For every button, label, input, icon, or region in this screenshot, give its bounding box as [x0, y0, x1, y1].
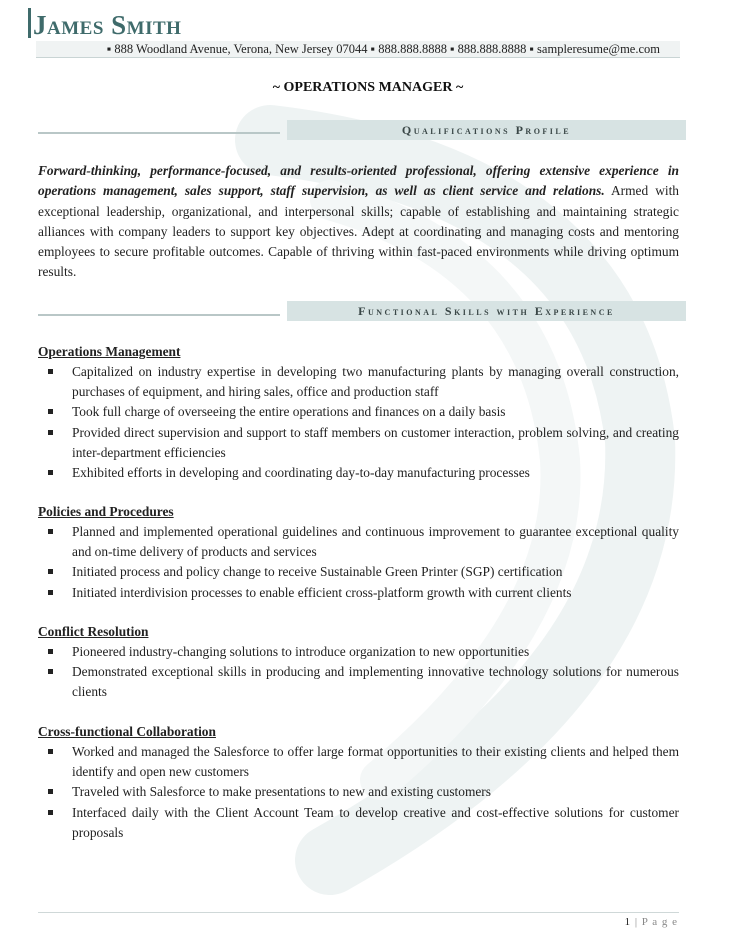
- bullet-icon: [48, 470, 53, 475]
- skill-item-text: Exhibited efforts in developing and coordinating day-to-day manufacturing processes: [72, 465, 530, 481]
- skill-item-text: Took full charge of overseeing the entire operations and finances on a daily basis: [72, 404, 506, 420]
- page-number: 1: [624, 916, 632, 928]
- skill-item-text: Initiated interdivision processes to enable efficient cross-platform growth with current clients: [72, 584, 572, 600]
- skill-heading: Policies and Procedures: [38, 504, 174, 519]
- section-title-skills: Functional Skills with Experience: [287, 301, 686, 321]
- bullet-icon: [48, 569, 53, 574]
- skill-item: [38, 562, 679, 582]
- skill-list: [38, 742, 679, 843]
- qualifications-profile: [38, 161, 679, 283]
- page-label: | P a g e: [631, 916, 678, 928]
- skill-group-policies: [38, 502, 679, 603]
- skill-item: [38, 642, 679, 662]
- skill-item: [38, 463, 679, 483]
- skill-item-text: Initiated process and policy change to receive Sustainable Green Printer (SGP) certification: [72, 564, 563, 580]
- section-divider-line: [38, 314, 280, 316]
- bullet-icon: [48, 369, 53, 374]
- bullet-icon: [48, 430, 53, 435]
- skill-heading: Operations Management: [38, 344, 181, 359]
- objective-title: ~ OPERATIONS MANAGER ~: [272, 80, 464, 95]
- skill-item-text: Planned and implemented operational guidelines and continuous improvement to guarantee exceptional quality and on-time delivery of products and services: [72, 524, 679, 560]
- skill-item-text: Traveled with Salesforce to make presentations to new and existing customers: [72, 784, 491, 800]
- candidate-name: James Smith: [33, 10, 182, 40]
- bullet-icon: [48, 789, 53, 794]
- skill-item-text: Interfaced daily with the Client Account Team to develop creative and cost-effective solutions for customer proposals: [72, 804, 679, 840]
- skill-item-text: Worked and managed the Salesforce to offer large format opportunities to their existing clients and helped them identify and open new customers: [72, 744, 679, 780]
- footer-divider: [38, 912, 679, 913]
- section-title-qualifications: Qualifications Profile: [287, 120, 686, 140]
- bullet-icon: [48, 810, 53, 815]
- skill-item: [38, 423, 679, 463]
- skill-item: [38, 522, 679, 562]
- bullet-icon: [48, 590, 53, 595]
- section-divider-line: [38, 132, 280, 134]
- bullet-icon: [48, 529, 53, 534]
- skill-item: [38, 362, 679, 402]
- skill-heading: Cross-functional Collaboration: [38, 724, 216, 739]
- skill-group-operations: [38, 342, 679, 483]
- profile-lead: Forward-thinking, performance-focused, and results-oriented professional, offering extensive experience in operations management, sales support, staff supervision, as well as client service and relations.: [38, 163, 679, 199]
- skill-list: [38, 362, 679, 483]
- bullet-icon: [48, 649, 53, 654]
- skill-item: [38, 803, 679, 843]
- bullet-icon: [48, 749, 53, 754]
- skill-item-text: Capitalized on industry expertise in developing two manufacturing plants by managing overall construction, purchases of equipment, and hiring sales, office and production staff: [72, 364, 679, 400]
- skill-item: [38, 662, 679, 702]
- skill-list: [38, 642, 679, 703]
- name-accent-bar: [28, 8, 31, 38]
- skill-item-text: Provided direct supervision and support to staff members on customer interaction, problem solving, and creating inter-department efficiencies: [72, 424, 679, 460]
- contact-info: ▪ 888 Woodland Avenue, Verona, New Jersey 07044 ▪ 888.888.8888 ▪ 888.888.8888 ▪ sampleresume@me.com: [36, 41, 680, 58]
- bullet-icon: [48, 669, 53, 674]
- skill-item-text: Pioneered industry-changing solutions to introduce organization to new opportunities: [72, 644, 530, 659]
- skill-item-text: Demonstrated exceptional skills in producing and implementing innovative technology solutions for numerous clients: [72, 664, 679, 700]
- page-footer: [625, 916, 678, 928]
- skill-group-conflict: [38, 622, 679, 703]
- skill-heading: Conflict Resolution: [38, 624, 149, 639]
- bullet-icon: [48, 409, 53, 414]
- skill-item: [38, 742, 679, 782]
- skill-list: [38, 522, 679, 603]
- skill-item: [38, 583, 679, 603]
- profile-body: Armed with exceptional leadership, organizational, and interpersonal skills; capable of establishing and maintaining strategic alliances with company leaders to support key objectives. Adept at coordinating and managing costs and mentoring employees to secure profitable outcomes. Capable of thriving within fast-paced environments while driving optimum results.: [38, 183, 680, 280]
- skill-item: [38, 782, 679, 802]
- skill-item: [38, 402, 679, 422]
- skill-group-collaboration: [38, 722, 679, 843]
